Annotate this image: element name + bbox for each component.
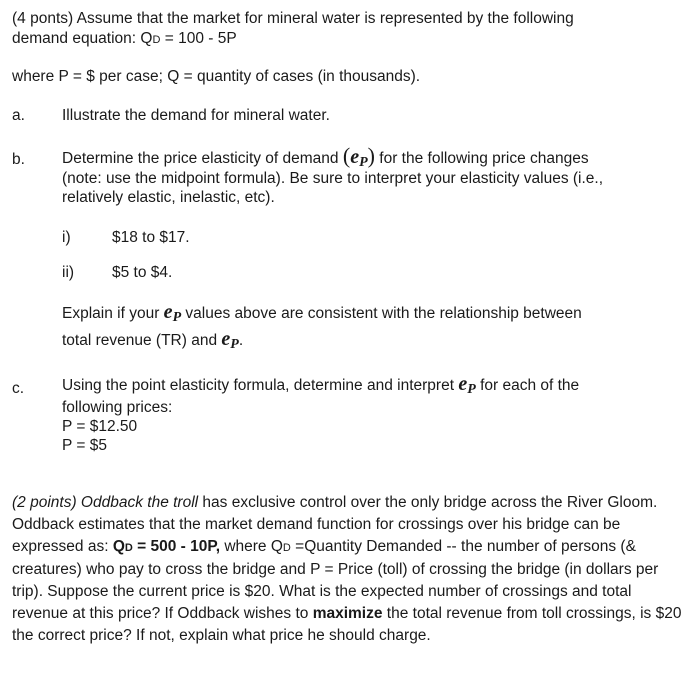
- explain-line1: Explain if your $e_P$ values above are consistent with the relationship between: [62, 301, 582, 325]
- part-c-price1: P = $12.50: [62, 418, 138, 435]
- part-b-line1: Determine the price elasticity of demand $(e_P)$ for the following price changes: [62, 143, 589, 170]
- ep-symbol: $e_P$: [458, 373, 476, 397]
- part-c-price2: P = $5: [62, 437, 107, 454]
- ep-symbol: $e_P$: [221, 328, 239, 352]
- demand-equation: QD = 500 - 10P,: [112, 538, 221, 555]
- part-b-i-label: i): [62, 229, 71, 246]
- part-b-line3: relatively elastic, inelastic, etc).: [62, 189, 275, 206]
- q1-where-line: where P = $ per case; Q = quantity of cases (in thousands).: [12, 68, 421, 85]
- part-b-i-text: $18 to $17.: [112, 229, 190, 246]
- part-c-line2: following prices:: [62, 399, 173, 416]
- q2-paragraph: (2 points) Oddback the troll has exclusive control over the only bridge across the River Gloom. Oddback estimates that the market demand function for crossings over his bridge can be expressed as: QD = 500 - 10P, where QD =Quantity Demanded -- the number of persons (& creatures) who pay to cross the bridge and P = Price (toll) of crossing the bridge (in dollars per trip). Suppose the current price is $20. What is the expected number of crossings and total revenue at this price? If Oddback wishes to maximize the total revenue from toll crossings, is $20 the correct price? If not, explain what price he should charge.: [12, 494, 682, 644]
- part-c-label: c.: [12, 380, 25, 397]
- part-b-line2: (note: use the midpoint formula). Be sure to interpret your elasticity values (i.e.,: [62, 170, 604, 187]
- part-b-ii-text: $5 to $4.: [112, 264, 173, 281]
- part-c-line1: Using the point elasticity formula, determine and interpret $e_P$ for each of the: [62, 373, 580, 397]
- ep-symbol: $e_P$: [163, 301, 182, 325]
- maximize-emphasis: maximize: [312, 605, 383, 622]
- troll-name: Oddback the troll: [80, 494, 199, 511]
- subscript: D: [152, 34, 161, 46]
- part-b-ii-label: ii): [62, 264, 75, 281]
- q1-intro-line1: (4 ponts) Assume that the market for mineral water is represented by the following: [12, 10, 574, 27]
- part-a-text: Illustrate the demand for mineral water.: [62, 107, 330, 124]
- ep-symbol: $e_P$: [350, 146, 368, 170]
- q1-intro-line2: demand equation: QD = 100 - 5P: [12, 30, 237, 47]
- explain-line2: total revenue (TR) and $e_P$.: [62, 328, 244, 352]
- part-a-label: a.: [12, 107, 25, 124]
- part-b-label: b.: [12, 151, 25, 168]
